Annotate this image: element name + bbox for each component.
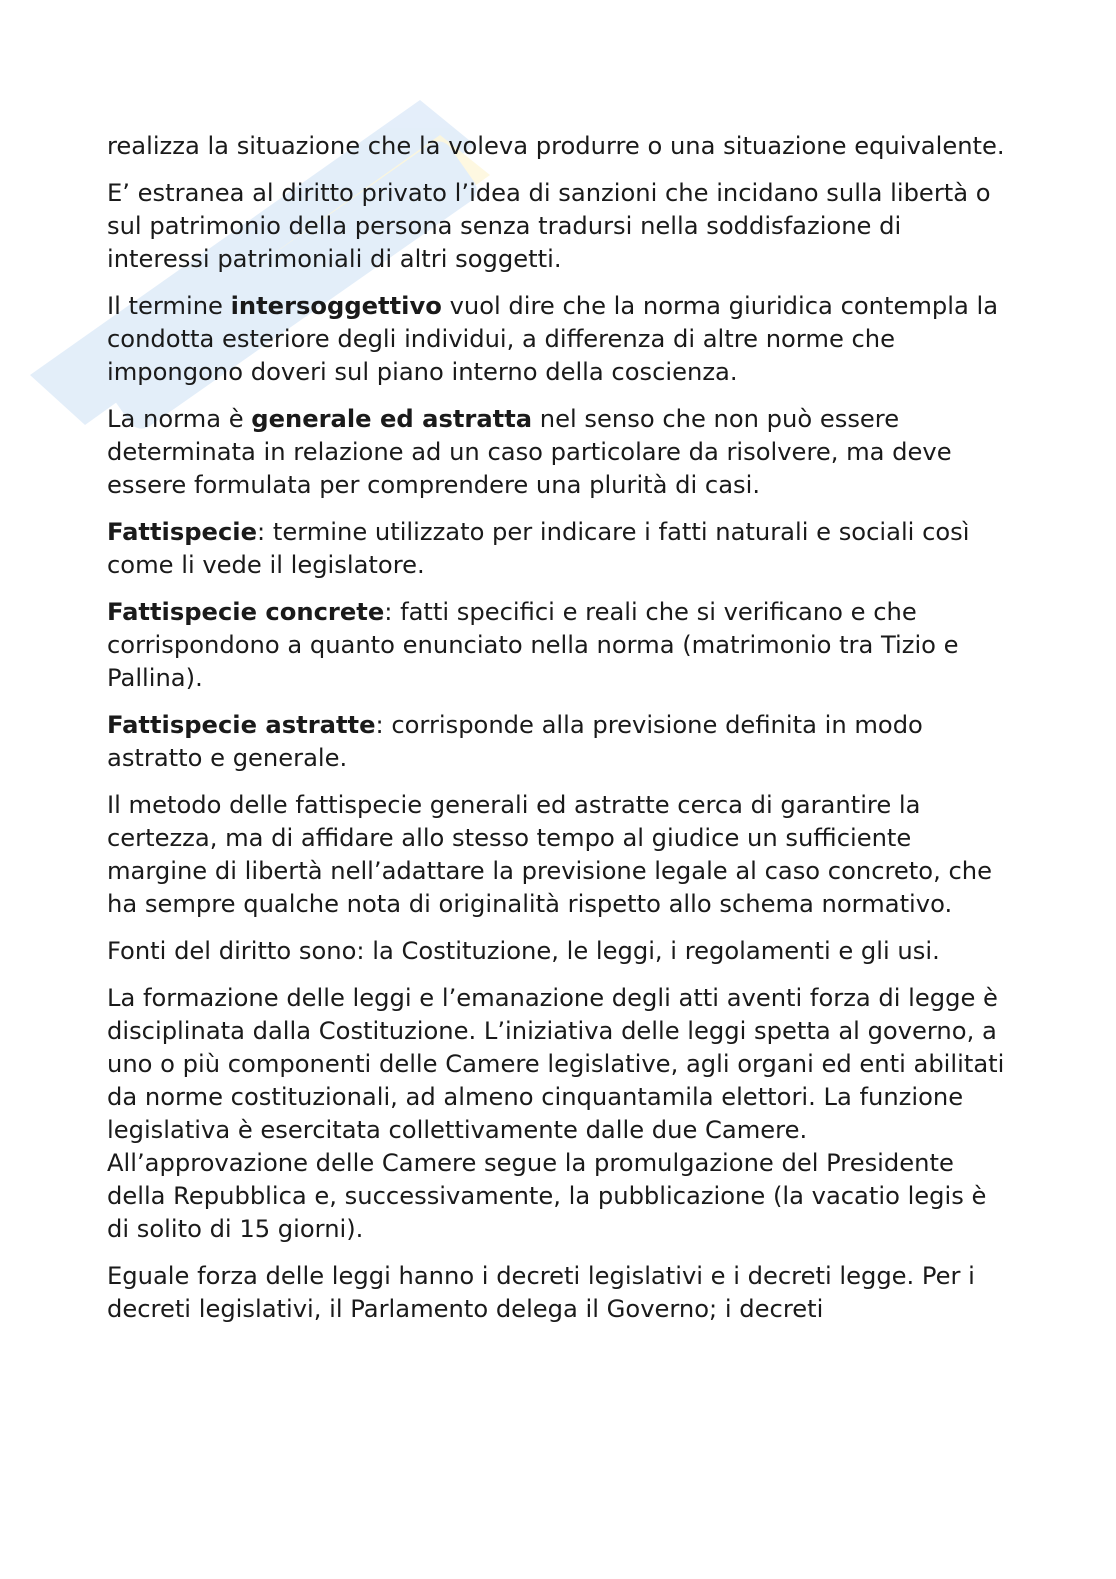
paragraph-2-text: E’ estranea al diritto privato l’idea di sanzioni che incidano sulla libertà o sul patrimonio della persona senza tradursi nella soddisfazione di interessi patrimoniali di altri soggetti. [107, 179, 991, 273]
paragraph-8 [107, 789, 1007, 921]
paragraph-4-text-cont: nel senso che non può essere determinata in relazione ad un caso particolare da risolvere, ma deve essere formulata per comprendere una plurità di casi. [107, 405, 952, 499]
paragraph-9 [107, 935, 1007, 968]
paragraph-5-text: : termine utilizzato per indicare i fatti naturali e sociali così come li vede il legislatore. [107, 518, 970, 579]
paragraph-11 [107, 1260, 1007, 1326]
paragraph-3-text-cont: vuol dire che la norma giuridica contempla la condotta esteriore degli individui, a differenza di altre norme che impongono doveri sul piano interno della coscienza. [107, 292, 999, 386]
paragraph-3-text: Il termine [107, 292, 231, 320]
paragraph-1 [107, 130, 1007, 163]
paragraph-7-text: : corrisponde alla previsione definita in modo astratto e generale. [107, 711, 923, 772]
paragraph-5 [107, 516, 1007, 582]
paragraph-6-text: : fatti specifici e reali che si verificano e che corrispondono a quanto enunciato nella norma (matrimonio tra Tizio e Pallina). [107, 598, 959, 692]
paragraph-10 [107, 982, 1007, 1246]
paragraph-4-text: La norma è [107, 405, 252, 433]
term-fattispecie: Fattispecie [107, 518, 257, 546]
paragraph-10-text: La formazione delle leggi e l’emanazione degli atti aventi forza di legge è disciplinata dalla Costituzione. L’iniziativa delle leggi spetta al governo, a uno o più componenti delle Camere legislative, agli organi ed enti abilitati da norme costituzionali, ad almeno cinquantamila elettori. La funzione legislativa è esercitata collettivamente dalle due Camere. All’approvazione delle Camere segue la promulgazione del Presidente della Repubblica e, successivamente, la pubblicazione (la vacatio legis è di solito di 15 giorni). [107, 984, 1005, 1243]
term-intersoggettivo: intersoggettivo [230, 292, 442, 320]
paragraph-11-text: Eguale forza delle leggi hanno i decreti legislativi e i decreti legge. Per i decreti legislativi, il Parlamento delega il Governo; i decreti [107, 1262, 975, 1323]
paragraph-7 [107, 709, 1007, 775]
paragraph-6 [107, 596, 1007, 695]
paragraph-8-text: Il metodo delle fattispecie generali ed astratte cerca di garantire la certezza, ma di affidare allo stesso tempo al giudice un sufficiente margine di libertà nell’adattare la previsione legale al caso concreto, che ha sempre qualche nota di originalità rispetto allo schema normativo. [107, 791, 992, 918]
term-fattispecie-concrete: Fattispecie concrete [107, 598, 385, 626]
document-body [107, 130, 1007, 1340]
paragraph-4 [107, 403, 1007, 502]
paragraph-3 [107, 290, 1007, 389]
paragraph-1-text: realizza la situazione che la voleva produrre o una situazione equivalente. [107, 132, 1005, 160]
paragraph-9-text: Fonti del diritto sono: la Costituzione, le leggi, i regolamenti e gli usi. [107, 937, 940, 965]
term-generale-astratta: generale ed astratta [251, 405, 533, 433]
paragraph-2 [107, 177, 1007, 276]
term-fattispecie-astratte: Fattispecie astratte [107, 711, 376, 739]
